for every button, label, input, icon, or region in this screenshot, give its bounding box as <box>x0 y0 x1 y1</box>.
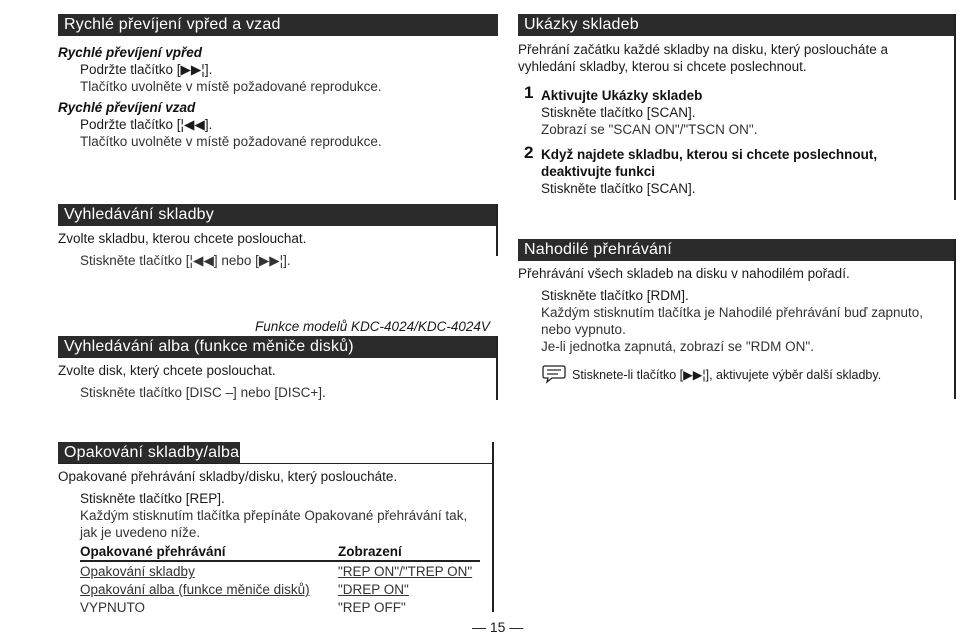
section-header-repeat: Opakování skladby/alba <box>58 442 240 464</box>
section-rule-3 <box>954 14 956 200</box>
section-rule-6 <box>492 442 494 612</box>
table-row-1-mode: Opakování skladby <box>80 564 195 579</box>
track-search-intro: Zvolte skladbu, kterou chcete poslouchat. <box>58 231 307 246</box>
subheading-rewind: Rychlé převíjení vzad <box>58 100 196 115</box>
table-header-rule <box>80 560 480 562</box>
models-note: Funkce modelů KDC-4024/KDC-4024V <box>255 319 490 334</box>
step-1-title: Aktivujte Ukázky skladeb <box>541 88 703 103</box>
table-row-2-mode: Opakování alba (funkce měniče disků) <box>80 582 310 597</box>
section-header-scan: Ukázky skladeb <box>518 14 956 36</box>
step-2-title-2: deaktivujte funkci <box>541 164 656 179</box>
step-2-title-1: Když najdete skladbu, kterou si chcete poslechnout, <box>541 147 878 162</box>
step-number-2: 2 <box>524 143 534 162</box>
table-row-3-display: "REP OFF" <box>338 600 406 615</box>
repeat-instruction: Stiskněte tlačítko [REP]. <box>80 491 225 506</box>
repeat-desc-1: Každým stisknutím tlačítka přepínáte Opakované přehrávání tak, <box>80 508 468 523</box>
instruction-release: Tlačítko uvolněte v místě požadované reprodukce. <box>80 79 382 94</box>
section-rule-2 <box>496 336 498 400</box>
repeat-intro: Opakované přehrávání skladby/disku, který posloucháte. <box>58 469 398 484</box>
scan-intro-1: Přehrání začátku každé skladby na disku, který posloucháte a <box>518 42 888 57</box>
subheading-fast-forward: Rychlé převíjení vpřed <box>58 45 203 60</box>
section-header-disc-search: Vyhledávání alba (funkce měniče disků) <box>58 336 498 358</box>
disc-search-intro: Zvolte disk, který chcete poslouchat. <box>58 363 276 378</box>
step-1-display: Zobrazí se "SCAN ON"/"TSCN ON". <box>541 122 758 137</box>
scan-intro-2: vyhledání skladby, kterou si chcete poslechnout. <box>518 59 807 74</box>
track-search-instruction: Stiskněte tlačítko [¦◀◀] nebo [▶▶¦]. <box>80 253 291 268</box>
step-2-instruction: Stiskněte tlačítko [SCAN]. <box>541 181 696 196</box>
repeat-desc-2: jak je uvedeno níže. <box>80 525 201 540</box>
section-header-fast-forward-rewind: Rychlé převíjení vpřed a vzad <box>58 14 498 36</box>
note-speech-icon <box>542 364 566 384</box>
section-rule <box>496 204 498 256</box>
random-intro: Přehrávání všech skladeb na disku v nahodilém pořadí. <box>518 266 850 281</box>
random-note: Stisknete-li tlačítko [▶▶¦], aktivujete výběr další skladby. <box>572 368 882 382</box>
section-rule-5 <box>58 463 494 464</box>
table-row-1-display: "REP ON"/"TREP ON" <box>338 564 473 579</box>
instruction-release-2: Tlačítko uvolněte v místě požadované reprodukce. <box>80 134 382 149</box>
instruction-hold-next: Podržte tlačítko [▶▶¦]. <box>80 62 213 77</box>
step-1-instruction: Stiskněte tlačítko [SCAN]. <box>541 105 696 120</box>
random-desc-1: Každým stisknutím tlačítka je Nahodilé přehrávání buď zapnuto, <box>541 305 923 320</box>
table-row-3-mode: VYPNUTO <box>80 600 146 615</box>
table-header-display: Zobrazení <box>338 544 402 559</box>
page-number: — 15 — <box>472 619 524 635</box>
table-header-mode: Opakované přehrávání <box>80 544 226 559</box>
random-desc-2: nebo vypnuto. <box>541 322 626 337</box>
disc-search-instruction: Stiskněte tlačítko [DISC –] nebo [DISC+]. <box>80 385 326 400</box>
instruction-hold-prev: Podržte tlačítko [¦◀◀]. <box>80 117 213 132</box>
section-header-random: Nahodilé přehrávání <box>518 239 956 261</box>
random-instruction: Stiskněte tlačítko [RDM]. <box>541 288 689 303</box>
section-header-track-search: Vyhledávání skladby <box>58 204 498 226</box>
section-rule-4 <box>954 239 956 399</box>
random-desc-3: Je-li jednotka zapnutá, zobrazí se "RDM ON". <box>541 339 814 354</box>
step-number-1: 1 <box>524 83 534 102</box>
table-row-2-display: "DREP ON" <box>338 582 409 597</box>
